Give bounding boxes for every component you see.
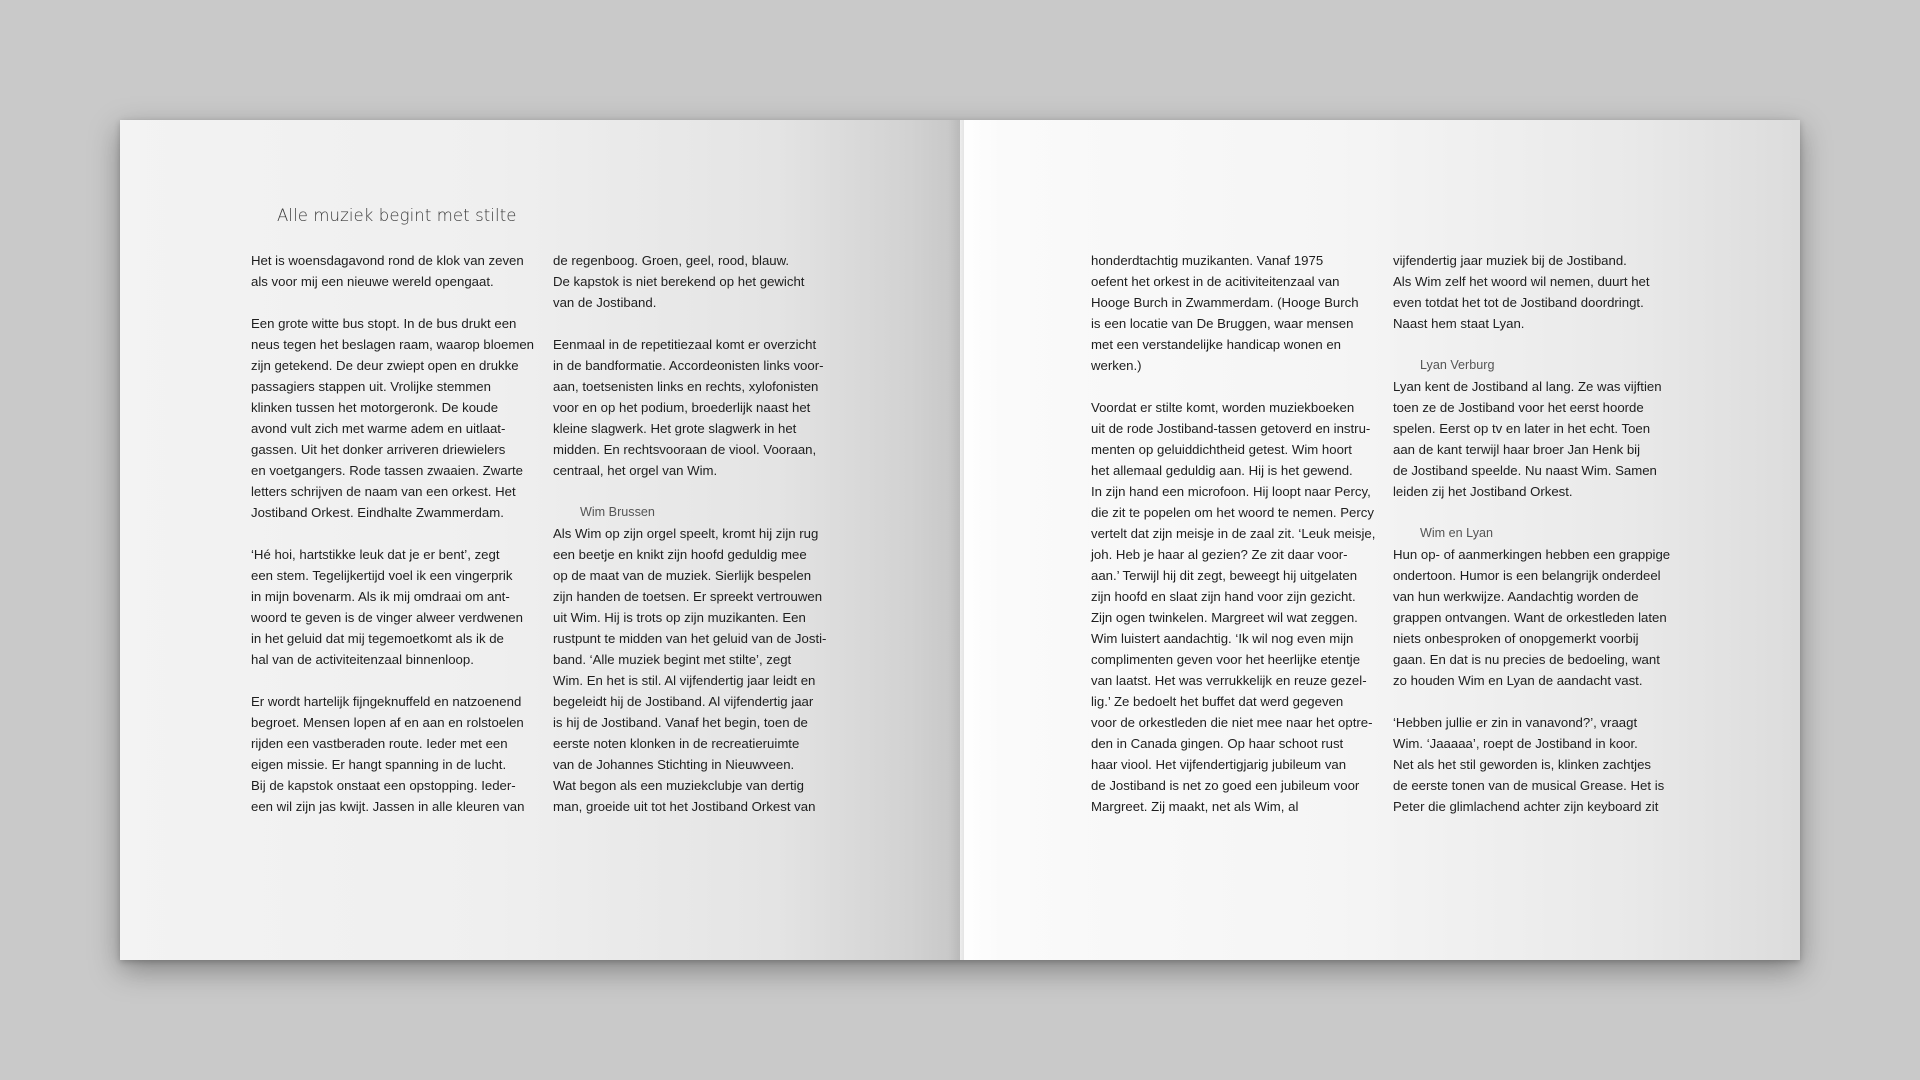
text-line: Als Wim zelf het woord wil nemen, duurt het: [1393, 274, 1650, 289]
text-line: Wat begon als een muziekclubje van dertig: [553, 778, 804, 793]
text-line: een stem. Tegelijkertijd voel ik een vingerprik: [251, 568, 513, 583]
text-line: Zijn ogen twinkelen. Margreet wil wat zeggen.: [1091, 610, 1358, 625]
text-line: de eerste tonen van de musical Grease. Het is: [1393, 778, 1665, 793]
text-line: letters schrijven de naam van een orkest. Het: [251, 484, 516, 499]
text-line: begeleidt hij de Jostiband. Al vijfendertig jaar: [553, 694, 814, 709]
text-line: een beetje en knikt zijn hoofd geduldig mee: [553, 547, 807, 562]
text-line: man, groeide uit tot het Jostiband Orkest van: [553, 799, 816, 814]
text-line: rijden een vastberaden route. Ieder met een: [251, 736, 508, 751]
paragraph: [1393, 250, 1683, 334]
text-line: Er wordt hartelijk fijngeknuffeld en natzoenend: [251, 694, 522, 709]
text-line: leiden zij het Jostiband Orkest.: [1393, 484, 1573, 499]
text-line: Hun op- of aanmerkingen hebben een grappige: [1393, 547, 1671, 562]
paragraph: [1091, 397, 1381, 817]
text-line: Eenmaal in de repetitiezaal komt er overzicht: [553, 337, 817, 352]
chapter-title: Alle muziek begint met stilte: [277, 206, 517, 225]
text-line: Voordat er stilte komt, worden muziekboeken: [1091, 400, 1355, 415]
text-line: neus tegen het beslagen raam, waarop bloemen: [251, 337, 534, 352]
section-subheading: Wim Brussen: [580, 505, 655, 519]
left-page: [120, 120, 960, 960]
text-line: in mijn bovenarm. Als ik mij omdraai om ant-: [251, 589, 510, 604]
text-line: band. ‘Alle muziek begint met stilte’, zegt: [553, 652, 792, 667]
text-line: zijn handen de toetsen. Er spreekt vertrouwen: [553, 589, 823, 604]
text-line: die zit te popelen om het woord te nemen. Percy: [1091, 505, 1374, 520]
right-page-column-2: [1393, 250, 1683, 838]
paragraph: [553, 250, 843, 313]
text-line: van hun werkwijze. Aandachtig worden de: [1393, 589, 1639, 604]
book-gutter: [948, 120, 964, 960]
text-line: Margreet. Zij maakt, net als Wim, al: [1091, 799, 1299, 814]
text-line: grappen ontvangen. Want de orkestleden laten: [1393, 610, 1667, 625]
text-line: joh. Heb je haar al gezien? Ze zit daar voor-: [1091, 547, 1348, 562]
paragraph: [1393, 355, 1683, 502]
text-line: eigen missie. Er hangt spanning in de lucht.: [251, 757, 507, 772]
text-line: woord te geven is de vinger alweer verdwenen: [251, 610, 523, 625]
text-line: aan.’ Terwijl hij dit zegt, beweegt hij uitgelaten: [1091, 568, 1358, 583]
text-line: uit de rode Jostiband-tassen getoverd en instru-: [1091, 421, 1371, 436]
text-line: toen ze de Jostiband voor het eerst hoorde: [1393, 400, 1644, 415]
paragraph: [251, 691, 541, 817]
text-line: van de Jostiband.: [553, 295, 657, 310]
text-line: Hooge Burch in Zwammerdam. (Hooge Burch: [1091, 295, 1359, 310]
text-line: oefent het orkest in de acitiviteitenzaal van: [1091, 274, 1340, 289]
paragraph: [251, 544, 541, 670]
text-line: De kapstok is niet berekend op het gewicht: [553, 274, 805, 289]
paragraph: [553, 334, 843, 481]
text-line: gaan. En dat is nu precies de bedoeling, want: [1393, 652, 1660, 667]
text-line: Wim luistert aandachtig. ‘Ik wil nog even mijn: [1091, 631, 1354, 646]
text-line: zijn hoofd en slaat zijn hand voor zijn gezicht.: [1091, 589, 1356, 604]
text-line: den in Canada gingen. Op haar schoot rust: [1091, 736, 1344, 751]
text-line: menten op geluiddichtheid getest. Wim hoort: [1091, 442, 1352, 457]
right-page: [960, 120, 1800, 960]
paragraph: [553, 502, 843, 817]
text-line: niets onbesproken of onopgemerkt voorbij: [1393, 631, 1639, 646]
text-line: begroet. Mensen lopen af en aan en rolstoelen: [251, 715, 524, 730]
text-line: Net als het stil geworden is, klinken zachtjes: [1393, 757, 1652, 772]
text-line: zo houden Wim en Lyan de aandacht vast.: [1393, 673, 1643, 688]
right-page-column-1: [1091, 250, 1381, 838]
text-line: ‘Hé hoi, hartstikke leuk dat je er bent’, zegt: [251, 547, 500, 562]
text-line: werken.): [1091, 358, 1142, 373]
text-line: Als Wim op zijn orgel speelt, kromt hij zijn rug: [553, 526, 819, 541]
text-line: vertelt dat zijn meisje in de zaal zit. ‘Leuk meisje,: [1091, 526, 1376, 541]
text-line: is hij de Jostiband. Vanaf het begin, toen de: [553, 715, 808, 730]
text-line: op de maat van de muziek. Sierlijk bespelen: [553, 568, 812, 583]
paragraph: [251, 313, 541, 523]
text-line: rustpunt te midden van het geluid van de Josti-: [553, 631, 827, 646]
text-line: midden. En rechtsvooraan de viool. Vooraan,: [553, 442, 817, 457]
text-line: honderdtachtig muzikanten. Vanaf 1975: [1091, 253, 1324, 268]
text-line: ondertoon. Humor is een belangrijk onderdeel: [1393, 568, 1661, 583]
left-page-column-1: [251, 250, 541, 838]
text-line: Wim. En het is stil. Al vijfendertig jaar leidt en: [553, 673, 816, 688]
left-page-column-2: [553, 250, 843, 838]
paragraph: [1393, 523, 1683, 691]
text-line: even totdat het tot de Jostiband doordringt.: [1393, 295, 1644, 310]
book-spread: [120, 120, 1800, 960]
text-line: als voor mij een nieuwe wereld opengaat.: [251, 274, 494, 289]
text-line: ‘Hebben jullie er zin in vanavond?’, vraagt: [1393, 715, 1638, 730]
text-line: vijfendertig jaar muziek bij de Jostiband.: [1393, 253, 1627, 268]
text-line: aan de kant terwijl haar broer Jan Henk bij: [1393, 442, 1641, 457]
text-line: de Jostiband is net zo goed een jubileum voor: [1091, 778, 1360, 793]
text-line: Lyan kent de Jostiband al lang. Ze was vijftien: [1393, 379, 1662, 394]
section-subheading: Lyan Verburg: [1420, 358, 1495, 372]
text-line: spelen. Eerst op tv en later in het echt. Toen: [1393, 421, 1651, 436]
text-line: hal van de activiteitenzaal binnenloop.: [251, 652, 474, 667]
text-line: Bij de kapstok onstaat een opstopping. Ieder-: [251, 778, 516, 793]
text-line: het allemaal geduldig aan. Hij is het gewend.: [1091, 463, 1353, 478]
paragraph: [1393, 712, 1683, 817]
text-line: in het geluid dat mij tegemoetkomt als ik de: [251, 631, 504, 646]
text-line: Het is woensdagavond rond de klok van zeven: [251, 253, 524, 268]
text-line: kleine slagwerk. Het grote slagwerk in het: [553, 421, 797, 436]
text-line: de regenboog. Groen, geel, rood, blauw.: [553, 253, 790, 268]
section-subheading: Wim en Lyan: [1420, 526, 1494, 540]
text-line: in de bandformatie. Accordeonisten links voor-: [553, 358, 824, 373]
text-line: passagiers stappen uit. Vrolijke stemmen: [251, 379, 491, 394]
text-line: Wim. ‘Jaaaaa’, roept de Jostiband in koor.: [1393, 736, 1638, 751]
text-line: complimenten geven voor het heerlijke etentje: [1091, 652, 1361, 667]
text-line: de Jostiband speelde. Nu naast Wim. Samen: [1393, 463, 1657, 478]
text-line: Naast hem staat Lyan.: [1393, 316, 1525, 331]
text-line: Jostiband Orkest. Eindhalte Zwammerdam.: [251, 505, 504, 520]
paragraph: [1091, 250, 1381, 376]
text-line: is een locatie van De Bruggen, waar mensen: [1091, 316, 1354, 331]
text-line: met een verstandelijke handicap wonen en: [1091, 337, 1341, 352]
text-line: voor de orkestleden die niet mee naar het optre-: [1091, 715, 1373, 730]
text-line: aan, toetsenisten links en rechts, xylofonisten: [553, 379, 819, 394]
text-line: lig.’ Ze bedoelt het buffet dat werd gegeven: [1091, 694, 1344, 709]
text-line: zijn getekend. De deur zwiept open en drukke: [251, 358, 519, 373]
text-line: avond vult zich met warme adem en uitlaat-: [251, 421, 506, 436]
text-line: uit Wim. Hij is trots op zijn muzikanten. Een: [553, 610, 806, 625]
text-line: Peter die glimlachend achter zijn keyboard zit: [1393, 799, 1659, 814]
text-line: van de Johannes Stichting in Nieuwveen.: [553, 757, 795, 772]
text-line: haar viool. Het vijfendertigjarig jubileum van: [1091, 757, 1347, 772]
text-line: eerste noten klonken in de recreatieruimte: [553, 736, 800, 751]
text-line: klinken tussen het motorgeronk. De koude: [251, 400, 499, 415]
text-line: In zijn hand een microfoon. Hij loopt naar Percy,: [1091, 484, 1371, 499]
text-line: Een grote witte bus stopt. In de bus drukt een: [251, 316, 517, 331]
text-line: een wil zijn jas kwijt. Jassen in alle kleuren van: [251, 799, 525, 814]
paragraph: [251, 250, 541, 292]
text-line: en voetgangers. Rode tassen zwaaien. Zwarte: [251, 463, 523, 478]
text-line: centraal, het orgel van Wim.: [553, 463, 718, 478]
text-line: voor en op het podium, broederlijk naast het: [553, 400, 811, 415]
text-line: van laatst. Het was verrukkelijk en reuze gezel-: [1091, 673, 1367, 688]
text-line: gassen. Uit het donker arriveren driewielers: [251, 442, 506, 457]
